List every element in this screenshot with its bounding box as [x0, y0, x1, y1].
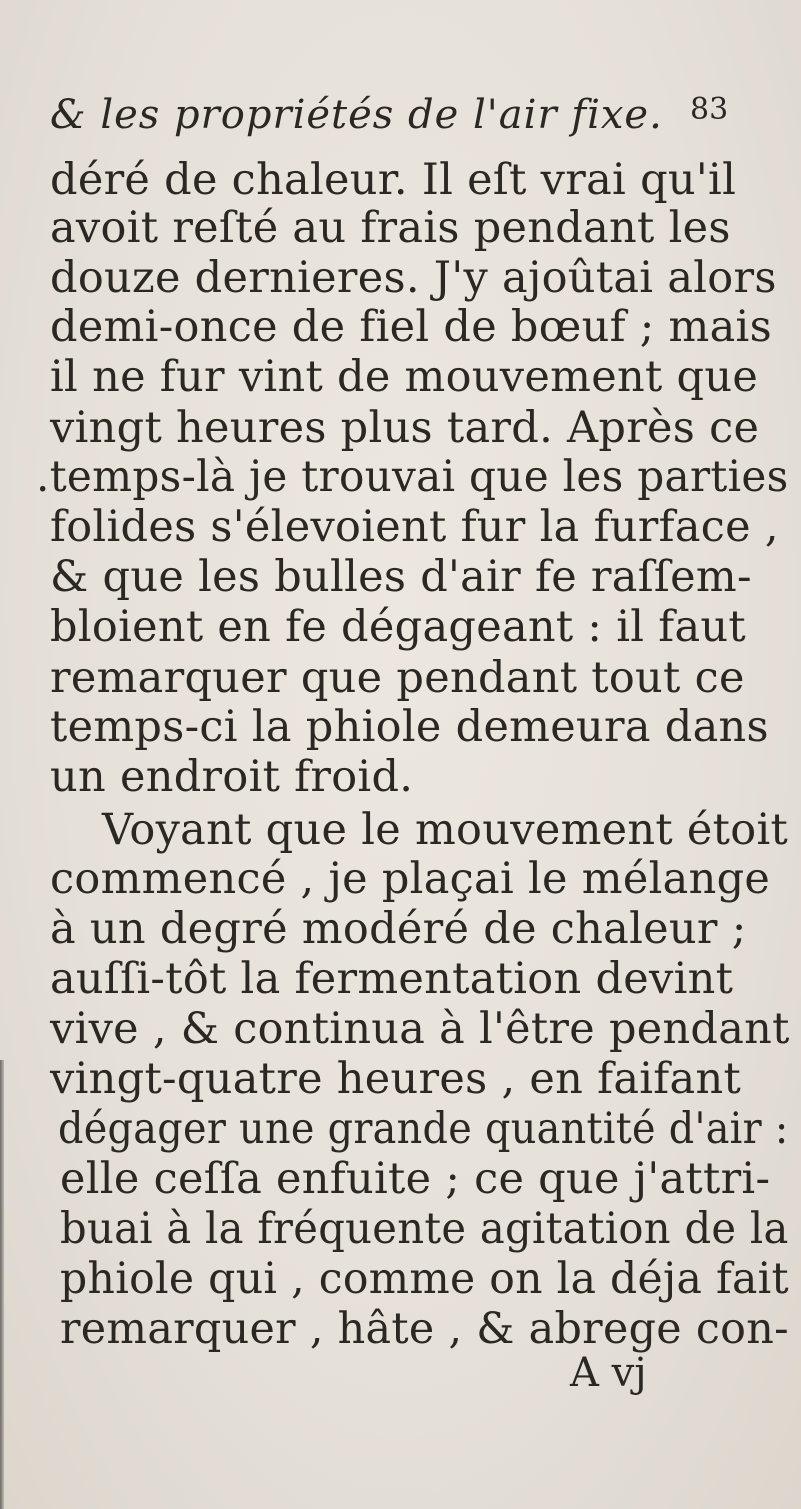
- text-line: demi-once de fiel de bœuf ; mais: [50, 302, 772, 352]
- text-line: remarquer que pendant tout ce: [50, 653, 745, 703]
- text-line: il ne fur vint de mouvement que: [50, 352, 759, 402]
- running-head: [50, 92, 750, 142]
- text-line: vive , & continua à l'être pendant: [50, 1004, 790, 1054]
- page-number: 83: [690, 92, 729, 127]
- text-line: buai à la fréquente agitation de la: [60, 1204, 789, 1254]
- text-line: .temps-là je trouvai que les parties: [36, 452, 789, 502]
- text-line: Voyant que le mouvement étoit: [102, 805, 789, 855]
- running-head-title: & les propriétés de l'air fixe.: [50, 92, 663, 138]
- text-line: folides s'élevoient fur la furface ,: [50, 502, 779, 552]
- text-line: vingt-quatre heures , en faifant: [50, 1054, 742, 1104]
- text-line: & que les bulles d'air fe raſſem-: [50, 552, 752, 602]
- text-line: commencé , je plaçai le mélange: [50, 854, 771, 904]
- page-edge-shadow: [0, 1060, 4, 1509]
- text-line: douze dernieres. J'y ajoûtai alors: [50, 253, 777, 303]
- text-line: déré de chaleur. Il eſt vrai qu'il: [50, 155, 737, 205]
- text-line: avoit reſté au frais pendant les: [50, 203, 731, 253]
- signature-mark: A vj: [570, 1350, 647, 1396]
- text-line: un endroit froid.: [50, 752, 414, 802]
- text-line: vingt heures plus tard. Après ce: [50, 403, 760, 453]
- text-line: remarquer , hâte , & abrege con-: [60, 1304, 789, 1354]
- text-line: bloient en fe dégageant : il faut: [50, 602, 746, 652]
- text-line: temps-ci la phiole demeura dans: [50, 702, 769, 752]
- text-line: dégager une grande quantité d'air :: [58, 1104, 789, 1154]
- text-line: phiole qui , comme on la déja fait: [60, 1254, 789, 1304]
- text-line: auſſi-tôt la fermentation devint: [50, 954, 734, 1004]
- text-line: à un degré modéré de chaleur ;: [50, 904, 747, 954]
- text-line: elle ceſſa enfuite ; ce que j'attri-: [60, 1154, 771, 1204]
